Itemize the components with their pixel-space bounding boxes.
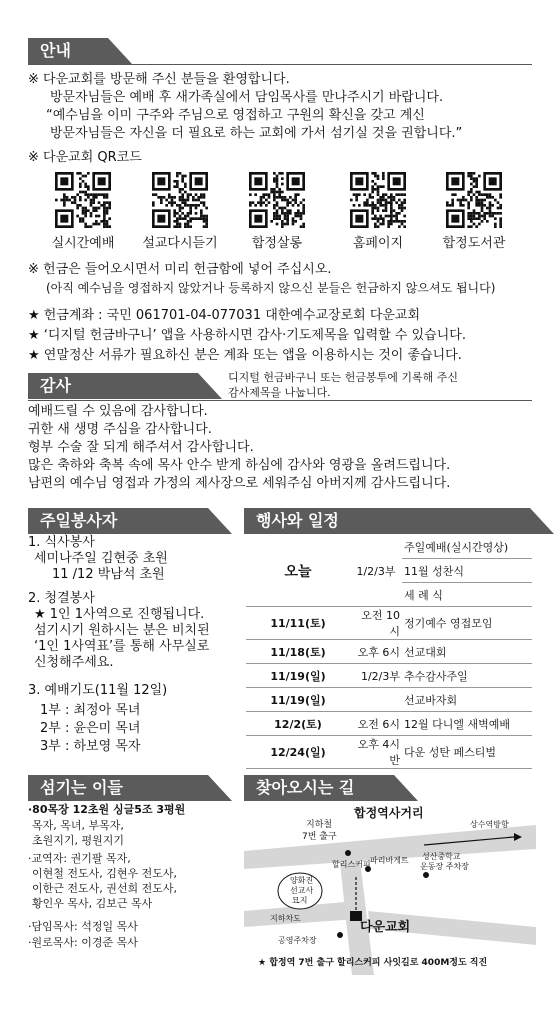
volunteer-line: 신청해주세요.: [34, 655, 114, 670]
schedule-event: 11월 성찬식: [402, 559, 532, 583]
volunteers-title: 주일봉사자: [40, 511, 118, 530]
schedule-date: 11/19(일): [246, 664, 350, 688]
schedule-time: 오후 4시반: [350, 736, 402, 769]
offering-line: ※ 헌금은 들어오시면서 미리 헌금함에 넣어 주십시오.: [28, 262, 332, 277]
schedule-date: 11/18(토): [246, 640, 350, 664]
table-row: [246, 712, 532, 736]
qr-code-icon[interactable]: [350, 172, 406, 228]
schedule-title: 행사와 일정: [256, 511, 339, 530]
map-parking: 공영주차장: [278, 936, 317, 945]
schedule-time: 오전 10시: [350, 607, 402, 640]
table-row: [246, 535, 532, 559]
schedule-header: [244, 508, 530, 534]
divider: [28, 64, 532, 65]
map-title: 찾아오시는 길: [256, 778, 355, 797]
servant-line: ·교역자: 권기팔 목자,: [28, 852, 131, 865]
thanks-line: 형부 수술 잘 되게 해주셔서 감사합니다.: [28, 440, 254, 455]
qr-code-icon[interactable]: [55, 172, 111, 228]
map-header: [244, 775, 394, 801]
thanks-note: 감사제목을 나눕니다.: [228, 386, 331, 399]
volunteer-line: 11 /12 박남석 초원: [52, 567, 165, 582]
qr-label: 홈페이지: [352, 236, 404, 251]
servants-header: [28, 775, 208, 801]
thanks-header: [28, 373, 198, 399]
table-row: [246, 607, 532, 640]
map-footer: ★ 합정역 7번 출구 할리스커피 사잇길로 400M정도 직진: [258, 958, 488, 968]
qr-code-icon[interactable]: [152, 172, 208, 228]
account-line: ★ 연말정산 서류가 필요하신 분은 계좌 또는 앱을 이용하시는 것이 좋습니다.: [28, 348, 462, 363]
table-row: [246, 736, 532, 769]
schedule-time: 1/2/3부: [350, 664, 402, 688]
schedule-time: 1/2/3부: [350, 535, 402, 607]
qr-code-icon[interactable]: [249, 172, 305, 228]
offering-line: (아직 예수님을 영접하지 않았거나 등록하지 않으신 분들은 헌금하지 않으셔도 됩니다): [46, 281, 496, 295]
servant-line: 초원지기, 평원지기: [32, 834, 125, 847]
volunteer-line: ‘1인 1사역표’를 통해 사무실로: [34, 639, 210, 654]
notice-line: 방문자님들은 자신을 더 필요로 하는 교회에 가서 섬기실 것을 권합니다.”: [50, 126, 463, 141]
account-line: ★ ‘디지털 헌금바구니’ 앱을 사용하시면 감사·기도제목을 입력할 수 있습니다.: [28, 328, 466, 343]
map-underpass: 지하차도: [270, 914, 301, 923]
servant-line: ·원로목사: 이경준 목사: [28, 936, 138, 949]
map-church: 다운교회: [360, 920, 411, 935]
qr-label: 합정도서관: [442, 236, 506, 251]
map-mission-3: 묘지: [292, 896, 308, 905]
map-paris: 파리바게트: [370, 856, 409, 865]
table-row: [246, 640, 532, 664]
notice-line: “예수님을 이미 구주와 주님으로 영접하고 구원의 확신을 갖고 계신: [46, 108, 425, 123]
schedule-time: 오후 6시: [350, 640, 402, 664]
map-mission-2: 선교사: [290, 886, 314, 895]
volunteer-line: 1. 식사봉사: [28, 535, 95, 550]
volunteers-header: [28, 508, 208, 534]
volunteer-line: 2. 청결봉사: [28, 591, 95, 606]
qr-label: 실시간예배: [51, 236, 115, 251]
servant-line: ·담임목사: 석정일 목사: [28, 920, 138, 933]
servant-line: ·80목장 12초원 싱글5조 3평원: [28, 803, 186, 816]
qr-label: 설교다시듣기: [142, 236, 218, 251]
schedule-event: 정기예수 영접모임: [402, 607, 532, 640]
map-crossroads: 합정역사거리: [354, 806, 424, 820]
notice-line: 방문자님들은 예배 후 새가족실에서 담임목사를 만나주시기 바랍니다.: [50, 90, 444, 105]
schedule-date: 12/24(일): [246, 736, 350, 769]
volunteer-line: 세미나주일 김현중 초원: [34, 551, 168, 566]
schedule-time: 오전 6시: [350, 712, 402, 736]
schedule-table: [246, 535, 532, 769]
schedule-event: 추수감사주일: [402, 664, 532, 688]
map-exit-label-2: 7번 출구: [302, 832, 337, 842]
volunteer-line: 1부 : 최정아 목녀: [40, 703, 141, 718]
thanks-line: 남편의 예수님 영접과 가정의 제사장으로 세워주심 아버지께 감사드립니다.: [28, 476, 451, 491]
map-exit-label: 지하철: [306, 820, 333, 830]
schedule-event: 세 례 식: [402, 583, 532, 607]
qr-code-icon[interactable]: [446, 172, 502, 228]
notice-line: ※ 다운교회 QR코드: [28, 150, 142, 165]
thanks-title: 감사: [40, 376, 71, 395]
qr-label: 합정살롱: [251, 236, 303, 251]
notice-header: [28, 38, 108, 64]
directions-map: [244, 803, 536, 975]
schedule-time: [350, 688, 402, 712]
schedule-date: 11/11(토): [246, 607, 350, 640]
volunteer-line: 3. 예배기도(11월 12일): [28, 683, 168, 698]
schedule-event: 12월 다니엘 새벽예배: [402, 712, 532, 736]
notice-title: 안내: [40, 41, 71, 60]
schedule-event: 다운 성탄 페스티벌: [402, 736, 532, 769]
volunteer-line: 3부 : 하보영 목자: [40, 739, 141, 754]
volunteer-line: 2부 : 윤은미 목녀: [40, 721, 141, 736]
schedule-event: 선교바자회: [402, 688, 532, 712]
thanks-line: 많은 축하와 축복 속에 목사 안수 받게 하심에 감사와 영광을 올려드립니다.: [28, 458, 451, 473]
notice-line: ※ 다운교회를 방문해 주신 분들을 환영합니다.: [28, 72, 290, 87]
volunteer-line: 섬기시기 원하시는 분은 비치된: [34, 623, 210, 638]
schedule-event: 주일예배(실시간영상): [402, 535, 532, 559]
divider: [28, 400, 532, 401]
map-cafe: 할리스커피: [332, 860, 371, 869]
map-school-2: 운동장 주차장: [420, 862, 469, 871]
servant-line: 이한근 전도사, 권선희 전도사,: [32, 882, 177, 895]
servants-title: 섬기는 이들: [40, 778, 123, 797]
volunteer-line: ★ 1인 1사역으로 진행됩니다.: [34, 607, 205, 622]
servant-line: 황인우 목사, 김보근 목사: [32, 897, 153, 910]
table-row: [246, 664, 532, 688]
servant-line: 목자, 목녀, 부목자,: [32, 819, 124, 832]
schedule-today: 오늘: [246, 535, 350, 607]
schedule-date: 11/19(일): [246, 688, 350, 712]
thanks-note: 디지털 헌금바구니 또는 헌금봉투에 기록해 주신: [228, 371, 459, 384]
schedule-date: 12/2(토): [246, 712, 350, 736]
map-mission: 양화진: [290, 876, 314, 885]
table-row: [246, 688, 532, 712]
thanks-line: 귀한 새 생명 주심을 감사합니다.: [28, 422, 212, 437]
map-school: 성산중학교: [422, 852, 461, 861]
thanks-line: 예배드릴 수 있음에 감사합니다.: [28, 404, 208, 419]
account-line: ★ 헌금계좌 : 국민 061701-04-077031 대한예수교장로회 다운교회: [28, 308, 421, 323]
schedule-event: 선교대회: [402, 640, 532, 664]
map-sangsu: 상수역방향: [470, 820, 509, 829]
servant-line: 이현철 전도사, 김현우 전도사,: [32, 867, 177, 880]
